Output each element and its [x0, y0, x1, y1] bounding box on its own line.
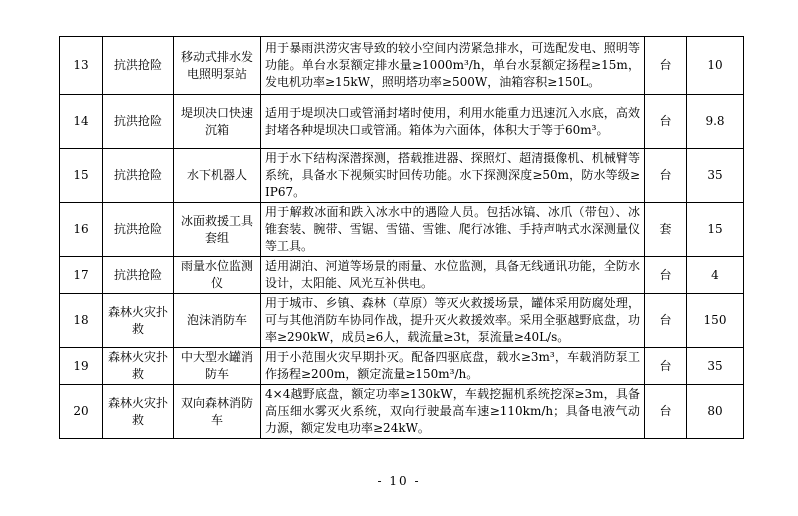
description-cell: 适用于堤坝决口或管涌封堵时使用，利用水能重力迅速沉入水底，高效封堵各种堤坝决口或管涌。箱体为六面体，体积大于等于60m³。	[261, 95, 645, 149]
unit-cell: 台	[645, 294, 687, 348]
price-cell: 10	[687, 37, 744, 95]
price-cell: 80	[687, 385, 744, 439]
equipment-name-cell: 冰面救援工具套组	[174, 203, 261, 257]
category-cell: 抗洪抢险	[103, 257, 174, 294]
description-cell: 用于暴雨洪涝灾害导致的较小空间内涝紧急排水，可选配发电、照明等功能。单台水泵额定排水量≥1000m³/h，单台水泵额定扬程≥15m，发电机功率≥15kW，照明塔功率≥500W，油箱容积≥150L。	[261, 37, 645, 95]
equipment-name-cell: 泡沫消防车	[174, 294, 261, 348]
equipment-name-cell: 堤坝决口快速沉箱	[174, 95, 261, 149]
category-cell: 抗洪抢险	[103, 37, 174, 95]
unit-cell: 台	[645, 95, 687, 149]
table-row	[60, 95, 744, 149]
equipment-name-cell: 雨量水位监测仪	[174, 257, 261, 294]
unit-cell: 套	[645, 203, 687, 257]
equipment-name-cell: 中大型水罐消防车	[174, 348, 261, 385]
unit-cell: 台	[645, 257, 687, 294]
equipment-name-cell: 双向森林消防车	[174, 385, 261, 439]
table-row	[60, 257, 744, 294]
category-cell: 抗洪抢险	[103, 149, 174, 203]
unit-cell: 台	[645, 385, 687, 439]
page-number: - 10 -	[377, 474, 421, 488]
description-cell: 用于解救冰面和跌入冰水中的遇险人员。包括冰镐、冰爪（带包）、冰锥套装、腕带、雪锯、雪锚、雪锥、爬行冰锥、手持声呐式水深测量仪等工具。	[261, 203, 645, 257]
category-cell: 抗洪抢险	[103, 95, 174, 149]
description-cell: 适用湖泊、河道等场景的雨量、水位监测，具备无线通讯功能，全防水设计，太阳能、风光互补供电。	[261, 257, 645, 294]
equipment-table	[59, 36, 744, 439]
price-cell: 15	[687, 203, 744, 257]
category-cell: 森林火灾扑救	[103, 294, 174, 348]
unit-cell: 台	[645, 37, 687, 95]
price-cell: 150	[687, 294, 744, 348]
table-row	[60, 203, 744, 257]
equipment-name-cell: 水下机器人	[174, 149, 261, 203]
equipment-name-cell: 移动式排水发电照明泵站	[174, 37, 261, 95]
description-cell: 用于城市、乡镇、森林（草原）等灭火救援场景，罐体采用防腐处理，可与其他消防车协同作战，提升灭火救援效率。采用全驱越野底盘，功率≥290kW，成员≥6人，载流量≥3t，泵流量≥40L/s。	[261, 294, 645, 348]
row-number: 19	[60, 348, 103, 385]
price-cell: 9.8	[687, 95, 744, 149]
price-cell: 35	[687, 149, 744, 203]
table-row	[60, 348, 744, 385]
row-number: 16	[60, 203, 103, 257]
category-cell: 森林火灾扑救	[103, 385, 174, 439]
row-number: 13	[60, 37, 103, 95]
description-cell: 用于水下结构深潜探测，搭载推进器、探照灯、超清摄像机、机械臂等系统，具备水下视频实时回传功能。水下探测深度≥50m，防水等级≥IP67。	[261, 149, 645, 203]
category-cell: 抗洪抢险	[103, 203, 174, 257]
price-cell: 4	[687, 257, 744, 294]
row-number: 20	[60, 385, 103, 439]
table-row	[60, 149, 744, 203]
description-cell: 用于小范围火灾早期扑灭。配备四驱底盘，载水≥3m³，车载消防泵工作扬程≥200m，额定流量≥150m³/h。	[261, 348, 645, 385]
row-number: 18	[60, 294, 103, 348]
description-cell: 4×4越野底盘，额定功率≥130kW，车载挖掘机系统挖深≥3m，具备高压细水雾灭火系统，双向行驶最高车速≥110km/h；具备电液气动力源，额定发电功率≥24kW。	[261, 385, 645, 439]
table-row	[60, 385, 744, 439]
row-number: 14	[60, 95, 103, 149]
category-cell: 森林火灾扑救	[103, 348, 174, 385]
price-cell: 35	[687, 348, 744, 385]
table-row	[60, 294, 744, 348]
row-number: 15	[60, 149, 103, 203]
row-number: 17	[60, 257, 103, 294]
table-row	[60, 37, 744, 95]
unit-cell: 台	[645, 348, 687, 385]
unit-cell: 台	[645, 149, 687, 203]
